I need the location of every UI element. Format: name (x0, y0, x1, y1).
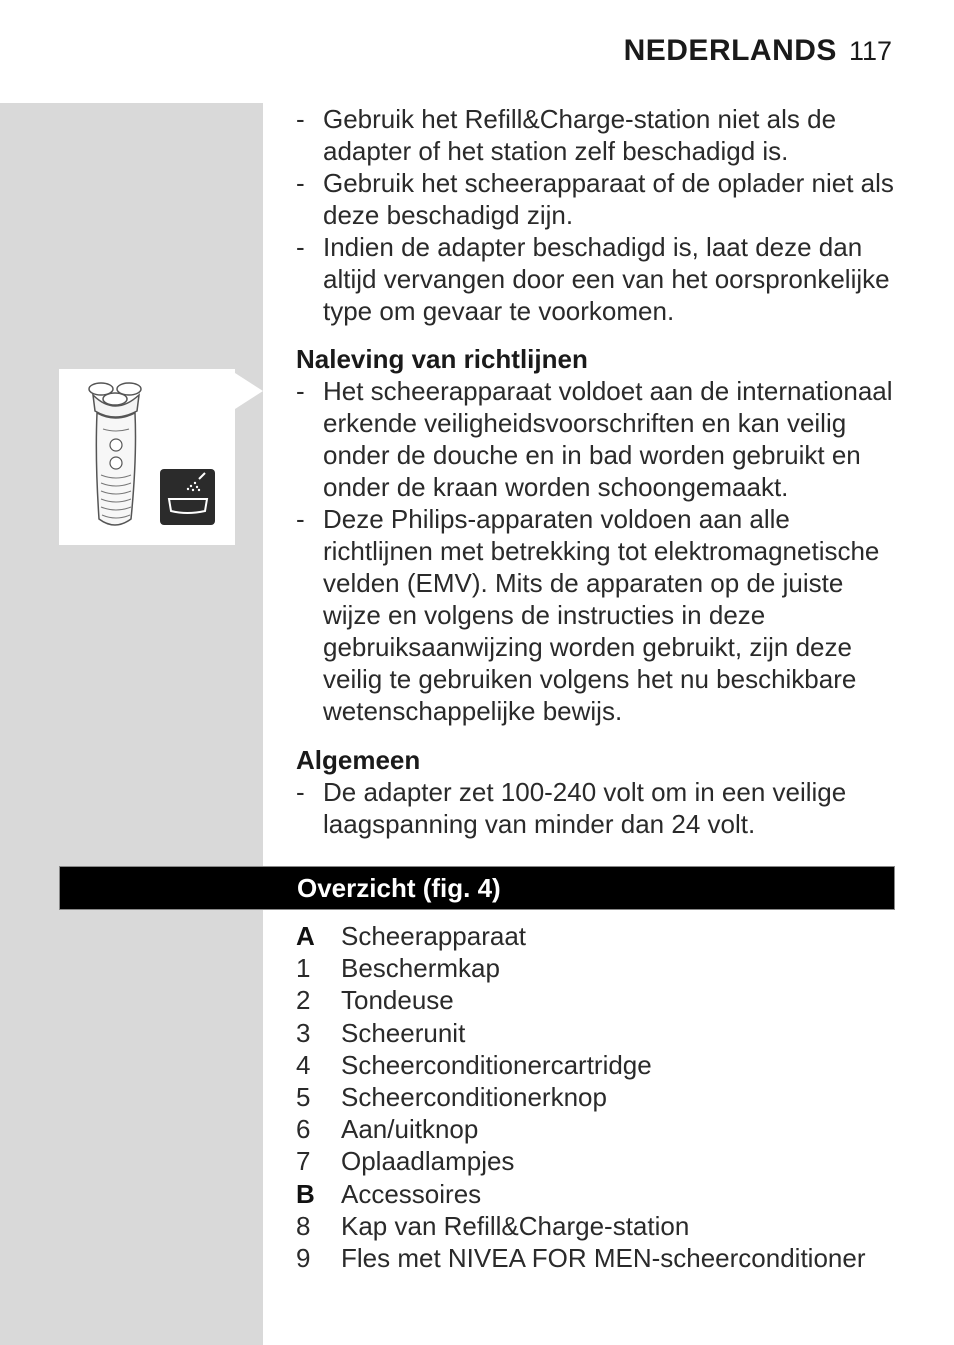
list-item: 4 Scheerconditionercartridge (296, 1049, 652, 1080)
page-number: 117 (848, 36, 892, 66)
parts-list (296, 920, 866, 1274)
section-heading: Naleving van richtlijnen (296, 344, 588, 374)
language-title: NEDERLANDS (623, 34, 837, 67)
list-item: 8 Kap van Refill&Charge-station (296, 1210, 690, 1241)
overview-heading: Overzicht (fig. 4) (297, 873, 501, 903)
list-item: 3 Scheerunit (296, 1017, 466, 1048)
list-item: 1 Beschermkap (296, 953, 500, 984)
page-header (624, 34, 892, 68)
list-item: 5 Scheerconditionerknop (296, 1082, 607, 1113)
shaver-illustration (59, 369, 235, 545)
compliance-section (296, 343, 906, 727)
figure-pointer (235, 373, 263, 409)
overview-banner (59, 866, 895, 910)
general-section (296, 744, 906, 840)
list-item: - Het scheerapparaat voldoet aan de internationaal erkende veiligheidsvoorschriften en kan veilig onder de douche en in bad worden gebruikt en onder de kraan worden schoongemaakt. (296, 376, 893, 502)
left-margin-sidebar (0, 103, 263, 1345)
shower-bath-icon (160, 469, 215, 525)
list-item: 9 Fles met NIVEA FOR MEN-scheerconditioner (296, 1243, 866, 1274)
list-item: B Accessoires (296, 1178, 482, 1209)
list-item: - Indien de adapter beschadigd is, laat deze dan altijd vervangen door een van het oorspronkelijke type om gevaar te voorkomen. (296, 232, 890, 326)
list-item: - Gebruik het Refill&Charge-station niet als de adapter of het station zelf beschadigd is. (296, 104, 837, 166)
list-item: 7 Oplaadlampjes (296, 1146, 515, 1177)
shaver-figure (59, 369, 235, 545)
list-item: - Gebruik het scheerapparaat of de oplader niet als deze beschadigd zijn. (296, 168, 894, 230)
safety-list (296, 103, 906, 327)
section-heading: Algemeen (296, 745, 421, 775)
list-item: - Deze Philips-apparaten voldoen aan alle richtlijnen met betrekking tot elektromagnetische velden (EMV). Mits de apparaten op de juiste wijze en volgens de instructies in deze gebruiksaanwijzing worden gebruikt, zijn deze veilig te gebruiken volgens het nu beschikbare wetenschappelijke bewijs. (296, 504, 880, 726)
list-item: 2 Tondeuse (296, 985, 454, 1016)
list-item: - De adapter zet 100-240 volt om in een veilige laagspanning van minder dan 24 volt. (296, 777, 847, 839)
list-item: 6 Aan/uitknop (296, 1114, 479, 1145)
list-item: A Scheerapparaat (296, 921, 527, 951)
